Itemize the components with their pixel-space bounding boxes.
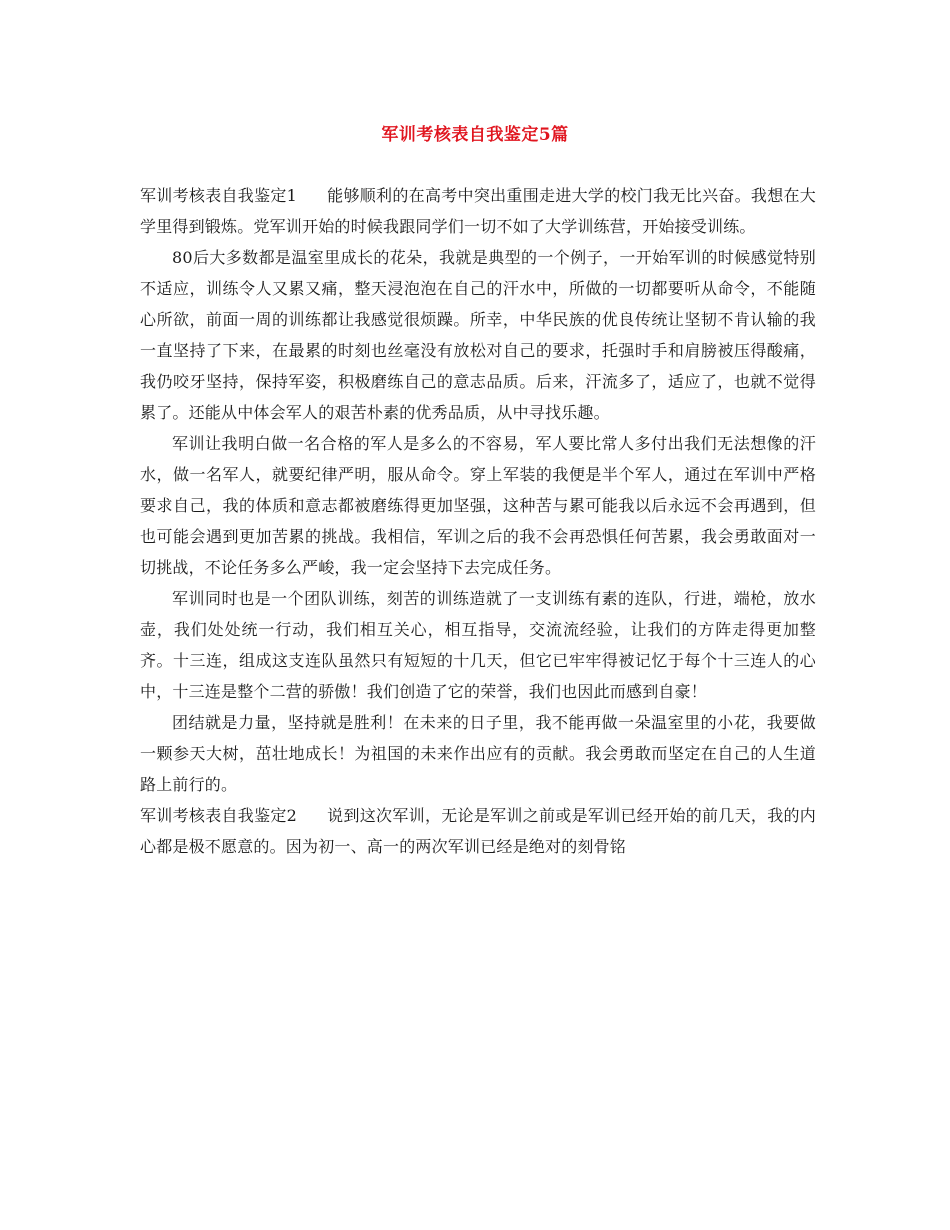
section-2-first-paragraph: 说到这次军训，无论是军训之前或是军训已经开始的前几天，我的内心都是极不愿意的。因为初一、高一的两次军训已经是绝对的刻骨铭 (140, 806, 816, 856)
section-1-paragraph: 军训让我明白做一名合格的军人是多么的不容易，军人要比常人多付出我们无法想像的汗水，做一名军人，就要纪律严明，服从命令。穿上军装的我便是半个军人，通过在军训中严格要求自己，我的体质和意志都被磨练得更加坚强，这种苦与累可能我以后永远不会再遇到，但也可能会遇到更加苦累的挑战。我相信，军训之后的我不会再恐惧任何苦累，我会勇敢面对一切挑战，不论任务多么严峻，我一定会坚持下去完成任务。 (140, 434, 816, 577)
section-1-paragraph: 军训同时也是一个团队训练，刻苦的训练造就了一支训练有素的连队，行进，端枪，放水壶，我们处处统一行动，我们相互关心，相互指导，交流流经验，让我们的方阵走得更加整齐。十三连，组成这支连队虽然只有短短的十几天，但它已牢牢得被记忆于每个十三连人的心中，十三连是整个二营的骄傲！我们创造了它的荣誉，我们也因此而感到自豪！ (140, 589, 816, 701)
section-1-label: 军训考核表自我鉴定1 (140, 186, 298, 205)
section-2-label: 军训考核表自我鉴定2 (140, 806, 298, 825)
section-1-first-paragraph: 能够顺利的在高考中突出重围走进大学的校门我无比兴奋。我想在大学里得到锻炼。党军训开始的时候我跟同学们一切不如了大学训练营，开始接受训练。 (140, 186, 816, 236)
section-2-intro (140, 800, 816, 862)
section-1-paragraph: 团结就是力量，坚持就是胜利！在未来的日子里，我不能再做一朵温室里的小花，我要做一颗参天大树，茁壮地成长！为祖国的未来作出应有的贡献。我会勇敢而坚定在自己的人生道路上前行的。 (140, 713, 816, 794)
document-body (140, 180, 816, 862)
section-1-intro (140, 180, 816, 242)
section-1-paragraph: 80后大多数都是温室里成长的花朵，我就是典型的一个例子，一开始军训的时候感觉特别不适应，训练令人又累又痛，整天浸泡泡在自己的汗水中，所做的一切都要听从命令，不能随心所欲，前面一周的训练都让我感觉很烦躁。所幸，中华民族的优良传统让坚韧不肯认输的我一直坚持了下来，在最累的时刻也丝毫没有放松对自己的要求，托强时手和肩膀被压得酸痛，我仍咬牙坚持，保持军姿，积极磨练自己的意志品质。后来，汗流多了，适应了，也就不觉得累了。还能从中体会军人的艰苦朴素的优秀品质，从中寻找乐趣。 (140, 248, 816, 422)
page-title: 军训考核表自我鉴定5篇 (381, 125, 569, 145)
